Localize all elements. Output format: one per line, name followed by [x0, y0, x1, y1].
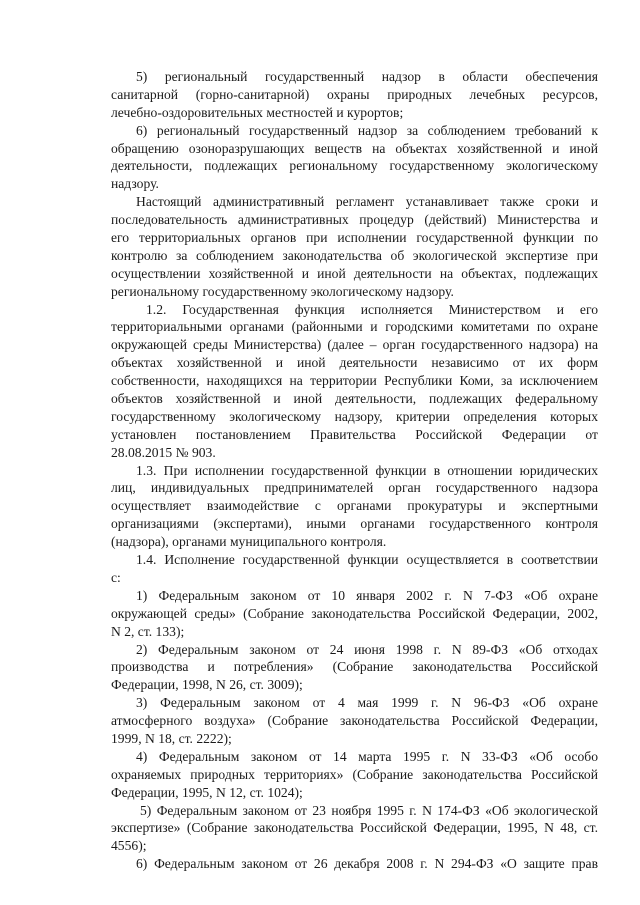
text-line: окружающей среды Министерства) (далее – орган государственного надзора) на: [111, 337, 598, 353]
text-line: Настоящий административный регламент устанавливает также сроки и: [136, 194, 598, 210]
text-line: производства и потребления» (Собрание законодательства Российской: [111, 659, 598, 675]
text-line: 1.4. Исполнение государственной функции осуществляется в соответствии: [136, 552, 598, 568]
text-line: санитарной (горно-санитарной) охраны природных лечебных ресурсов,: [111, 86, 598, 102]
text-line: осуществляет взаимодействие с органами прокуратуры и экспертными: [111, 498, 598, 514]
text-line: (надзора), органами муниципального контроля.: [111, 534, 387, 550]
text-line: территориальными органами (районными и городскими комитетами по охране: [111, 319, 598, 335]
text-line: контролю за соблюдением законодательства об экологической экспертизе при: [111, 247, 598, 263]
text-line: объектов хозяйственной и иной деятельности, подлежащих федеральному: [111, 391, 598, 407]
text-line: 2) Федеральным законом от 24 июня 1998 г. N 89-ФЗ «Об отходах: [136, 641, 598, 657]
text-line: N 2, ст. 133);: [111, 623, 185, 639]
text-line: организациями (экспертами), иными органами государственного контроля: [111, 516, 598, 532]
text-line: Федерации, 1995, N 12, ст. 1024);: [111, 784, 303, 800]
text-line: 5) Федеральным законом от 23 ноября 1995 г. N 174-ФЗ «Об экологической: [140, 802, 598, 818]
text-line: 28.08.2015 № 903.: [111, 444, 216, 460]
text-line: с:: [111, 569, 121, 585]
text-line: 4556);: [111, 838, 147, 854]
text-line: 1999, N 18, ст. 2222);: [111, 730, 232, 746]
text-line: государственному экологическому надзору, критерии определения которых: [111, 408, 598, 424]
text-line: надзору.: [111, 176, 159, 192]
text-line: экспертизе» (Собрание законодательства Российской Федерации, 1995, N 48, ст.: [111, 820, 598, 836]
text-line: 5) региональный государственный надзор в области обеспечения: [136, 69, 598, 84]
text-line: последовательность административных процедур (действий) Министерства и: [111, 212, 598, 228]
text-line: осуществлении хозяйственной и иной деятельности на объектах, подлежащих: [111, 265, 598, 281]
document-body: [111, 68, 598, 873]
text-line: 4) Федеральным законом от 14 марта 1995 г. N 33-ФЗ «Об особо: [136, 748, 598, 764]
text-line: 6) региональный государственный надзор за соблюдением требований к: [136, 122, 598, 138]
text-line: охраняемых природных территориях» (Собрание законодательства Российской: [111, 766, 598, 782]
text-line: 1.3. При исполнении государственной функции в отношении юридических: [136, 462, 598, 478]
text-line: объектах хозяйственной и иной деятельности независимо от их форм: [111, 355, 598, 371]
text-line: 3) Федеральным законом от 4 мая 1999 г. N 96-ФЗ «Об охране: [136, 695, 598, 711]
text-line: Федерации, 1998, N 26, ст. 3009);: [111, 677, 303, 693]
text-line: лиц, индивидуальных предпринимателей орган государственного надзора: [111, 480, 598, 496]
text-line: деятельности, подлежащих региональному государственному экологическому: [111, 158, 598, 174]
text-line: окружающей среды» (Собрание законодательства Российской Федерации, 2002,: [111, 605, 598, 621]
text-line: собственности, находящихся на территории Республики Коми, за исключением: [111, 373, 598, 389]
text-line: 1.2. Государственная функция исполняется Министерством и его: [146, 301, 598, 317]
text-line: его территориальных органов при исполнении государственной функции по: [111, 230, 598, 246]
text-line: региональному государственному экологическому надзору.: [111, 283, 454, 299]
text-line: атмосферного воздуха» (Собрание законодательства Российской Федерации,: [111, 713, 598, 729]
text-line: 1) Федеральным законом от 10 января 2002 г. N 7-ФЗ «Об охране: [136, 587, 598, 603]
text-line: обращению озоноразрушающих веществ на объектах хозяйственной и иной: [111, 140, 598, 156]
text-line: 6) Федеральным законом от 26 декабря 2008 г. N 294-ФЗ «О защите прав: [136, 856, 598, 872]
text-line: лечебно-оздоровительных местностей и курортов;: [111, 104, 404, 120]
text-line: установлен постановлением Правительства Российской Федерации от: [111, 426, 598, 442]
